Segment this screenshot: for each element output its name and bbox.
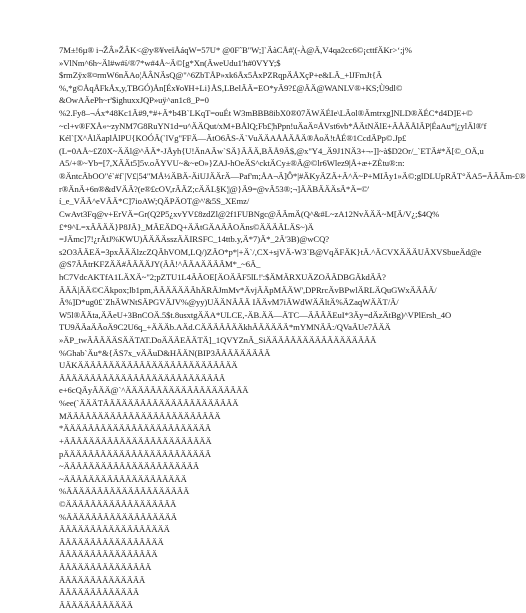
- text-line: »VlNm^6h~Äl#w#í/®7*w#4Å~Ä©[g*Xn(ÄweUdu1'h#0VYY;$: [59, 57, 281, 68]
- text-line: $rmZÿx®¤rmW6nÄAo¦ÅÂNÄsQ@"^6ZbTÅP»xk6Åx5ÅxPZRqpÄÅXçP+e&LÄ_+lJFmJt{Ä: [59, 70, 383, 81]
- text-line: ÄÄÄÄÄÄÄÄÄÄÄÄÄÄÄÄÄ: [59, 536, 164, 547]
- text-line: %2.Fy8–¬Áx*48Kc1Ä#9,*#+Ä*b4B`LKqT=ouÉt W3mBBB8ibX0®07ÄWÄÉIe\LÄol®Ämtrxg]NLD®ÄÉC*d4D]E+©: [59, 108, 473, 119]
- text-line: r®ÄnÄ+6n®&dVÄÄ?(e®£cOV,rÄÄZ;cÄÄL§K¦|@}Ä9=@vÄ53®;¬]ÄÄBÄÄÄsÄ*Ä=©': [59, 183, 370, 194]
- text-line: A5/+®~Yb=[7,XÄÄt5]5v.oÄYVU~&~eO»}ZAJ-hOeÄS^cktÄCy±®Ä@©lr6Wlez9|Å+æ+ZÈtu®:n:: [59, 158, 405, 169]
- text-line: %,*g©ÅqÅFkÅx,y,TBGÓ)Ån[Éx¥o¥H+Li}ÅS,LBelÄÄ=EO*yÄ9?£@ÄÄ@WANLV®+KS;Ù9dl©: [59, 82, 403, 93]
- text-line: ®ÄntcÄbOO"é`#f`|V£|54"MÅ½ÄBÄ-ÄiUJÄÄrÄ—Paf'm;ÅA¬Ä]Ô*|#ÄKyÄZÄ+Ä^Ä~P+MIÄy1»Ä©;glDLUpRÄT°ÄA5=ÄÄÃm-£®: [59, 171, 526, 182]
- text-line: %ee(`ÄÄÄTÄÄÄÄÄÄÄÄÄÄÄÄÄÄÄÄÄÄÄÄÄÄ: [59, 398, 239, 409]
- text-line: ÄÄÄÄÄÄÄÄÄÄÄÄÄ: [59, 587, 140, 598]
- text-line: %ÄÄÄÄÄÄÄÄÄÄÄÄÄÄÄÄÄÄÄÄ: [59, 486, 190, 497]
- text-line: ~cl+v®FXÅ«~zyNM7G8RuYN1d=u^ÄÄQut/xM+BÅlQ;Fb£¦hPpn!uÄaÄ¤ÅVst6vb*ÅÄtNÄlE+ÄÅÄÅlÄP|ÉaAu*|¿ylÄl®'f: [59, 120, 487, 131]
- text-line: W5l®ÄÄta,ÄÄeU+3BnCOÄ.5$t.8usxtgÄÄA*ULCE,-ÄB.ÄÄ—ÄTC—ÄÄÄÄEuI*3Äy=dÄzÄtBg)^VPlErsh_4O: [59, 309, 452, 320]
- text-line: s2O3ÄÄEÄ=3pxÄÄÄlzcZQÄhVOM,LQ/)ZÄO*p*|+Ä`/,CX+sjVÄ-W3`B@VqÄFÄK}tÄ.^ÄCVXÄÄÄUÄXVSbueÄd@e: [59, 246, 482, 257]
- text-line: í_e_VÄÄ^eVÄÄ*C]7ioAW;QÄPÄOT@^'&5S_XEmz/: [59, 196, 250, 207]
- text-line: ~ÄÄÄÄÄÄÄÄÄÄÄÄÄÄÄÄÄÄÄÄ: [59, 473, 187, 484]
- text-line: »ÄP_twÄÄÄÄÄSÄÄTAT.DoÄÄÄEÄÄTÄ]_1QVYZnÄ_SiÄÄÄÄÄÄÄÄÄÄÄÄÄÄÄÄÄÄ: [59, 335, 377, 346]
- text-line: ÄÄÄÄÄÄÄÄÄÄÄÄÄÄÄÄÄÄÄÄÄÄÄÄÄÄÄ: [59, 372, 226, 383]
- text-line: ~ÄÄÄÄÄÄÄÄÄÄÄÄÄÄÄÄÄÄÄÄÄÄ: [59, 461, 200, 472]
- text-line: @S7ÄÄtrKFZÄÄ#ÄÄÄÄJY(ÄÄ!^ÄÄAÄÄÄÄM*_~6Ä_: [59, 259, 261, 270]
- text-line: %ÄÄÄÄÄÄÄÄÄÄÄÄÄÄÄÄÄÄ: [59, 511, 177, 522]
- text-line: (L=0AÅ~£Z0X~ÄÄl@^ÄÄ*-JÅyh{U!ÄnAÄw`SÄ}ÄÄÄ,BÄÅ9Ä$,@x"Y4_Ä9J1NÄ3+¬-]]~à$D2Or/_`ETÄ#*Ä[©_OÄ,u: [59, 145, 484, 156]
- text-line: ÄÄÄÄÄÄÄÄÄÄÄÄÄÄÄ: [59, 561, 152, 572]
- text-line: CwAvt3Fq@v+ErVÄ=Gr(Q2P5¿xvYV£8zdZl@2f1FUBNgc@ÄÄmÄ(Q^&#L~zA12NvÄÄÄ~M[Ä/V¿;$4Q%: [59, 208, 440, 219]
- text-line: Kél`[X^ÅlÄaplÅlPU{KOÓÄ(`lVg"FFÄ—ÄtO6ÄS-Ä`VuÄÄAÅÅÄÅÄ®ÅoÄ!tÅÉ®1CcdÄPp©.Jp£: [59, 133, 407, 144]
- text-line: &OwAÄePh~r'$ighuxxJQP»uÿ^an1c8_P=0: [59, 95, 209, 106]
- text-line: Ä%]D*ug0£`ZhÄWNtSÄPGVÄJV%@yy)UÄÄNÄÄÄ IÄÄvM7iÄWdWÄÄltÄ%ÄZaqWÄÄT/Ä/: [59, 297, 399, 308]
- text-line: pÄÄÄÄÄÄÄÄÄÄÄÄÄÄÄÄÄÄÄÄÄÄÄÄ: [59, 448, 211, 459]
- text-line: TU9ÄÄaÄÄoÄ9C2U6q_+ÄÄÄb.AÄd.CÄÄÄÄÄÄÄkhÄÄÄÄÄÄ*mYMNÄÄ:/QVaÄUe7ÄÄÄ: [59, 322, 391, 333]
- text-line: ÄÄÄÄÄÄÄÄÄÄÄÄÄÄÄÄ: [59, 549, 158, 560]
- text-line: hC7VdcAKTfA1LÄXÄ~"2;pZTU1L4ÄÄOE[ÄOÄÄF5lL!':$ÄMÄRXUÄZOÄÄDBGÄkdÄÄ?: [59, 271, 386, 282]
- text-line: UÄKÄÄÄÄÄÄÄÄÄÄÄÄÄÄÄÄÄÄÄÄÄÄÄÄÄÄ: [59, 360, 238, 371]
- text-line: ©ÄÄÄÄÄÄÄÄÄÄÄÄÄÄÄÄÄÄ: [59, 498, 177, 509]
- text-line: ÄÄÄÄÄÄÄÄÄÄÄÄÄÄÄÄÄÄ: [59, 524, 170, 535]
- text-line: ÄÄÄ|ÄÄ©CÄkpox;lb1pm,ÄÄÄÄÄÄÄhÄRÄJmMv*ÄvjÄÄpMÄÄW',DPRrcÄvBPwlÄRLÄQuGWxÄÄÄÄ/: [59, 284, 437, 295]
- text-line: *ÄÄÄÄÄÄÄÄÄÄÄÄÄÄÄÄÄÄÄÄÄÄÄÄ: [59, 423, 211, 434]
- text-line: MÄÄÄÄÄÄÄÄÄÄÄÄÄÄÄÄÄÄÄÄÄÄÄÄÄ: [59, 410, 221, 421]
- text-line: e+6cQÄyÄÄÄ@`^ÄÄÄÄÄÄÄÄÄÄÄÄÄÄÄÄÄÄÄÄ: [59, 385, 249, 396]
- text-line: 7M±!6µ® i¬ŽÂ»ŽÂK<@y®¥veïÅáqW=57U* @0FˆB"W;]`ÄàCÅ#¦(-À@Ä,V4qa2cc6©¡cttfÄKr>‘;j%: [59, 45, 412, 55]
- text-line: ÄÄÄÄÄÄÄÄÄÄÄÄ: [59, 599, 133, 610]
- text-line: +ÄÄÄÄÄÄÄÄÄÄÄÄÄÄÄÄÄÄÄÄÄÄÄÄ: [59, 435, 212, 446]
- text-line: =JÄmc]7!¿rÄtJ%KWU)ÄÄÄÄsszÄÄIRSFC_14ttb.y,Ä*7)Ä*_2Ä'3B)@wCQ?: [59, 234, 330, 245]
- text-line: ÄÄÄÄÄÄÄÄÄÄÄÄÄÄ: [59, 574, 146, 585]
- text-line: %Ghab`Äu*&{ÄS7x_vÄÄuD&HÄÄN(BIP3ÄÄÄÄÄÄÄÄÄ: [59, 347, 271, 358]
- text-line: £*9^L=xÄÄÄÄ}P8JÄ}_MÄEÄDQ+ÄÄtGÄAÄÄOÄns©ÄÄÄÄLÄS~)Ä: [59, 221, 314, 232]
- garbled-text-body: [59, 44, 526, 611]
